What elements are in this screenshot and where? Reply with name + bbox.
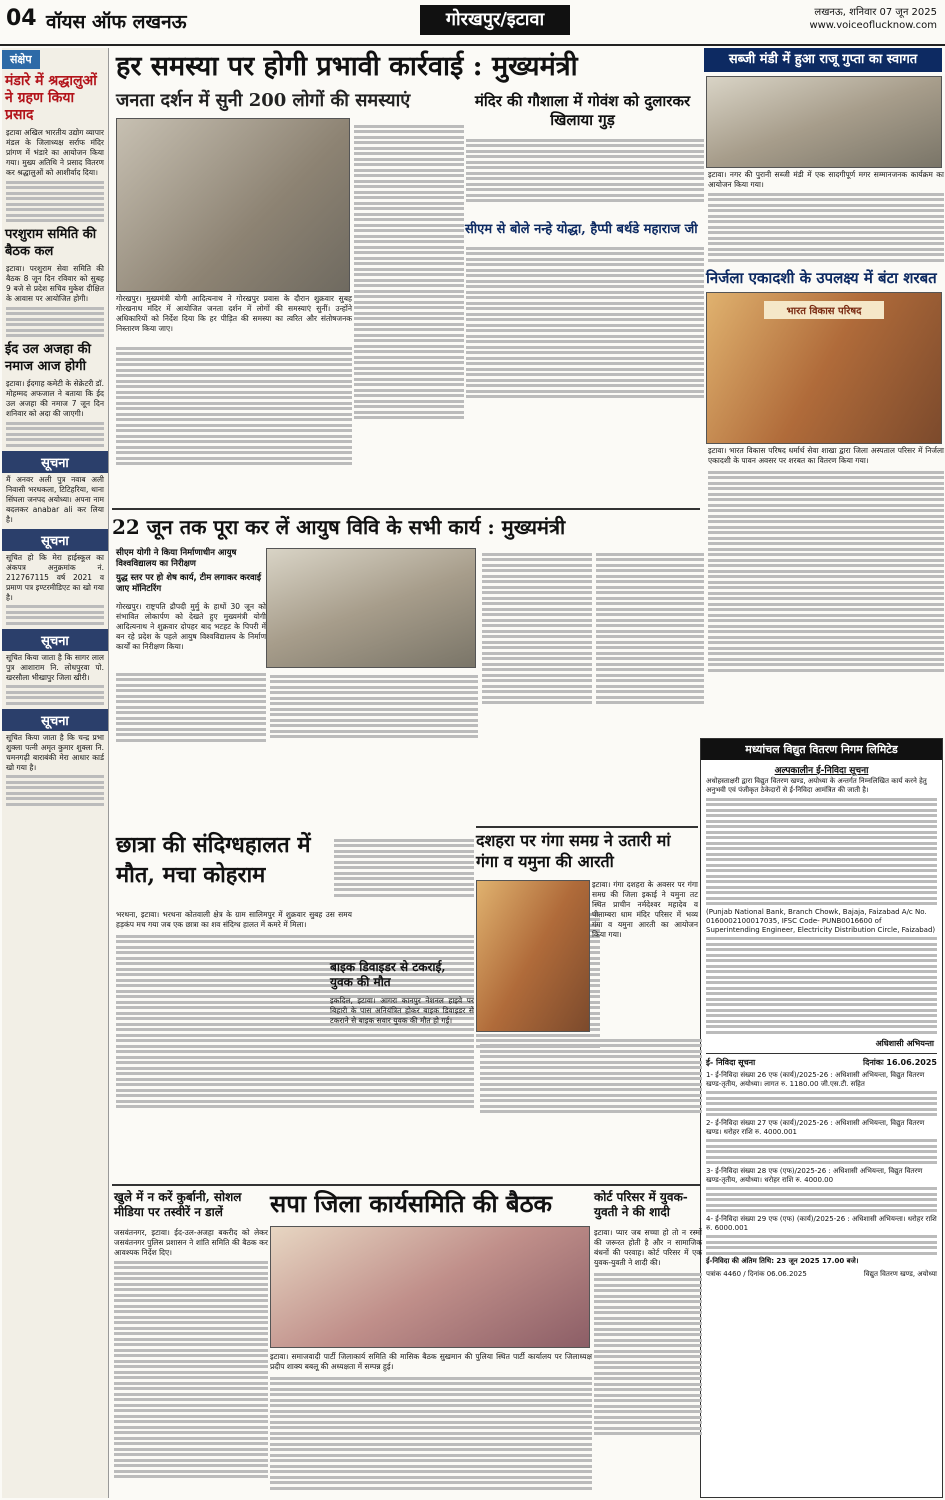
notice-header-3: सूचना [2,629,108,651]
dashahara-photo [476,880,590,1032]
sapa-photo [270,1226,590,1348]
bike-headline: बाइक डिवाइडर से टकराई, युवक की मौत [330,960,446,989]
tender-subtitle: अल्पकालीन ई-निविदा सूचना [774,766,869,776]
brief-text-3: इटावा। ईदगाह कमेटी के सेक्रेटरी डॉ. मोहम्मद अफजाल ने बताया कि ईद उल अजहा की नमाज 7 जून दिन शनिवार को अदा की जाएगी। [6,379,104,418]
tender-notice [700,738,943,1498]
tender-footer: विद्युत वितरण खण्ड, अयोध्या [863,1270,937,1278]
sapa-headline: सपा जिला कार्यसमिति की बैठक [270,1189,552,1218]
tender-deadline: ई-निविदा की अंतिम तिथि: 23 जून 2025 17.00 बजे। [706,1257,859,1265]
tender-title: मध्यांचल विद्युत वितरण निगम लिमिटेड [701,739,942,760]
tender-item-4: 4- ई-निविदा संख्या 29 एफ (एफ) (कार्य)/2025-26 : अधिशासी अभियन्ता। धरोहर राशि रु. 6000.001 [706,1214,937,1232]
tender-item-2: 2- ई-निविदा संख्या 27 एफ (कार्य)/2025-26 : अधिशासी अभियन्ता, विद्युत वितरण खण्ड। धरोहर राशि रु. 4000.001 [706,1118,925,1136]
court-headline: कोर्ट परिसर में युवक-युवती ने की शादी [594,1190,688,1219]
sharbat-text: इटावा। भारत विकास परिषद धर्मार्थ सेवा शाखा द्वारा जिला अस्पताल परिसर में निर्जला एकादशी के पावन अवसर पर शरबत का वितरण किया गया। [708,446,944,465]
brief-headline-1: मंडारे में श्रद्धालुओं ने ग्रहण किया प्रसाद [5,73,97,123]
sharbat-headline: निर्जला एकादशी के उपलक्ष्य में बंटा शरबत [706,269,937,287]
lead-body: गोरखपुर। मुख्यमंत्री योगी आदित्यनाथ ने गोरखपुर प्रवास के दौरान शुक्रवार सुबह गोरखनाथ मंदिर में आयोजित जनता दर्शन में लोगों की समस्याएं सुनीं। उन्होंने अधिकारियों को निर्देश दिया कि हर पीड़ित की समस्या का त्वरित और संतोषजनक निस्तारण किया जाए। [116,294,352,333]
lead-subhead: जनता दर्शन में सुनी 200 लोगों की समस्याएं [116,90,411,111]
notice-header-1: सूचना [2,451,108,473]
sharbat-photo [706,292,942,444]
issue-date: लखनऊ, शनिवार 07 जून 2025 [814,7,937,18]
notice-1: मैं अनवर अली पुत्र नवाब अली निवासी भरथकला, टिटिहरिया, थाना सिंघला जनपद अयोध्या। अपना नाम बदलकर anabar ali कर लिया है। [6,474,104,524]
ayush-bullet-1: सीएम योगी ने किया निर्माणाधीन आयुष विश्वविद्यालय का निरीक्षण [116,548,237,569]
notice-4: सूचित किया जाता है कि चन्द्र प्रभा शुक्ला पत्नी अमृत कुमार शुक्ला नि. चमनगढ़ी बाराबंकी मेरा आधार कार्ड खो गया है। [6,732,104,772]
sabji-mandi-headline: सब्जी मंडी में हुआ राजू गुप्ता का स्वागत [728,52,918,67]
brief-headline-2: परशुराम समिति की बैठक कल [5,227,97,259]
ayush-photo [266,548,476,668]
notice-header-2: सूचना [2,529,108,551]
tender-signature: अधिशासी अभियन्ता [875,1038,934,1048]
section-title: गोरखपुर/इटावा [420,5,570,35]
bike-body: इकदिल, इटावा। आगरा कानपुर नेशनल हाइवे पर बिहारी के पास अनियंत्रित होकर बाइक डिवाइडर से टकराने से बाइक सवार युवक की मौत हो गई। [330,996,474,1025]
ayush-body: गोरखपुर। राष्ट्रपति द्रौपदी मुर्मु के हाथों 30 जून को संभावित लोकार्पण को देखते हुए मुख्यमंत्री योगी आदित्यनाथ ने शुक्रवार दोपहर बाद भटहट के पिपरी में बन रहे प्रदेश के पहले आयुष विश्वविद्यालय के निर्माण कार्यों का निरीक्षण किया। [116,602,266,651]
notice-2: सूचित हो कि मेरा हाईस्कूल का अंकपत्र अनुक्रमांक नं. 212767115 वर्ष 2021 व प्रमाण पत्र इण्टरमीडिएट का खो गया है। [6,552,104,602]
bharat-vikas-banner: भारत विकास परिषद [764,301,884,319]
dashahara-headline: दशहरा पर गंगा समग्र ने उतारी मां गंगा व यमुना की आरती [476,831,671,871]
court-body: इटावा। प्यार जब सच्चा हो तो न रस्मों की जरूरत होती है और न सामाजिक बंधनों की परवाह। कोर्ट परिसर में एक युवक-युवती ने शादी की। [594,1228,702,1267]
left-column [2,48,109,1498]
dateline [809,6,937,32]
website[interactable]: www.voiceoflucknow.com [809,20,937,31]
tender-notice-no: ई- निविदा सूचना [706,1057,756,1067]
ayush-bullet-2: युद्ध स्तर पर हो शेष कार्य, टीम लगाकर करवाई जाए मॉनिटरिंग [116,573,262,594]
sabji-mandi-text: इटावा। नगर की पुरानी सब्जी मंडी में एक सादगीपूर्ण मगर सम्मानजनक कार्यक्रम का आयोजन किया गया। [708,170,944,189]
lead-headline: हर समस्या पर होगी प्रभावी कार्रवाई : मुख्यमंत्री [116,51,578,82]
welcome-photo [706,76,942,168]
tender-bank-details: (Punjab National Bank, Branch Chowk, Bajaja, Faizabad A/c No. 0160002100017035, IFSC Code- PUNB0016600 of Superintending Engineer, Electricity Distribution Circle, Faizabad) [706,907,936,934]
chhatra-body: भरथना, इटावा। भरथना कोतवाली क्षेत्र के ग्राम सालिमपुर में शुक्रवार सुबह उस समय हड़कंप मच गया जब एक छात्रा का शव संदिग्ध हालत में कमरे में मिला। [116,910,352,929]
sapa-body: इटावा। समाजवादी पार्टी जिलाकार्य समिति की मासिक बैठक सुखमान की पुलिया स्थित पार्टी कार्यालय पर जिलाध्यक्ष प्रदीप शाक्य बबलू की अध्यक्षता में सम्पन्न हुई। [270,1352,592,1371]
tender-item-3: 3- ई-निविदा संख्या 28 एफ (एफ)/2025-26 : अधिशासी अभियन्ता, विद्युत वितरण खण्ड-तृतीय, अयोध्या। धरोहर राशि रु. 4000.00 [706,1166,923,1184]
dashahara-story [476,830,698,872]
brief-headline-3: ईद उल अजहा की नमाज आज होगी [5,342,92,374]
brief-text-1: इटावा अखिल भारतीय उद्योग व्यापार मंडल के जिलाध्यक्ष सर्राफ मंदिर प्रांगण में भंडारे का आयोजन किया गया। मुख्य अतिथि ने प्रसाद वितरण कर श्रद्धालुओं को आशीर्वाद दिया। [6,128,104,177]
tender-intro: अधोहस्ताक्षरी द्वारा विद्युत वितरण खण्ड, अयोध्या के अन्तर्गत निम्नलिखित कार्य करने हेतु अनुभवी एवं पंजीकृत ठेकेदारों से ई-निविदा आमंत्रित की जाती है। [706,777,927,794]
brief-text-2: इटावा। परशुराम सेवा समिति की बैठक 8 जून दिन रविवार को सुबह 9 बजे से प्रदेश सचिव मुकेश दीक्षित के आवास पर आयोजित होगी। [6,264,104,303]
ayush-headline: 22 जून तक पूरा कर लें आयुष विवि के सभी कार्य : मुख्यमंत्री [112,515,566,539]
page-number: 04 [6,6,37,31]
tender-date: दिनांकः 16.06.2025 [863,1057,937,1067]
masthead [0,0,945,46]
chhatra-headline: छात्रा की संदिग्धहालत में मौत, मचा कोहराम [116,832,311,888]
notice-header-4: सूचना [2,709,108,731]
dashahara-body: इटावा। गंगा दशहरा के अवसर पर गंगा समग्र की जिला इकाई ने यमुना तट स्थित प्राचीन नर्मदेश्वर महादेव व पीताम्बरा धाम मंदिर परिसर में भव्य गंगा व यमुना आरती का आयोजन किया गया। [592,880,698,939]
qurbani-body: जसवंतनगर, इटावा। ईद-उल-अजहा बकरीद को लेकर जसवंतनगर पुलिस प्रशासन ने शांति समिति की बैठक कर आवश्यक निर्देश दिए। [114,1228,268,1257]
tender-item-1: 1- ई-निविदा संख्या 26 एफ (कार्य)/2025-26 : अधिशासी अभियन्ता, विद्युत वितरण खण्ड-तृतीय, अयोध्या। लागत रु. 1180.00 जी.एस.टी. सहित [706,1070,925,1088]
notice-3: सूचित किया जाता है कि सागर लाल पुत्र आशाराम नि. लोधपुरवा पो. खरसौला भीखापुर जिला खीरी। [6,652,104,682]
gaushala-headline: मंदिर की गौशाला में गोवंश को दुलारकर खिलाया गुड़ [474,92,691,129]
birthday-subhead: सीएम से बोले नन्हे योद्धा, हैप्पी बर्थडे महाराज जी [465,222,698,237]
qurbani-headline: खुले में न करें कुर्बानी, सोशल मीडिया पर तस्वीरें न डालें [114,1190,242,1219]
paper-title: वॉयस ऑफ लखनऊ [46,11,187,33]
brief-tag: संक्षेप [2,50,40,69]
lead-photo [116,118,350,292]
tender-pno: पत्रांक 4460 / दिनांक 06.06.2025 [706,1270,807,1278]
